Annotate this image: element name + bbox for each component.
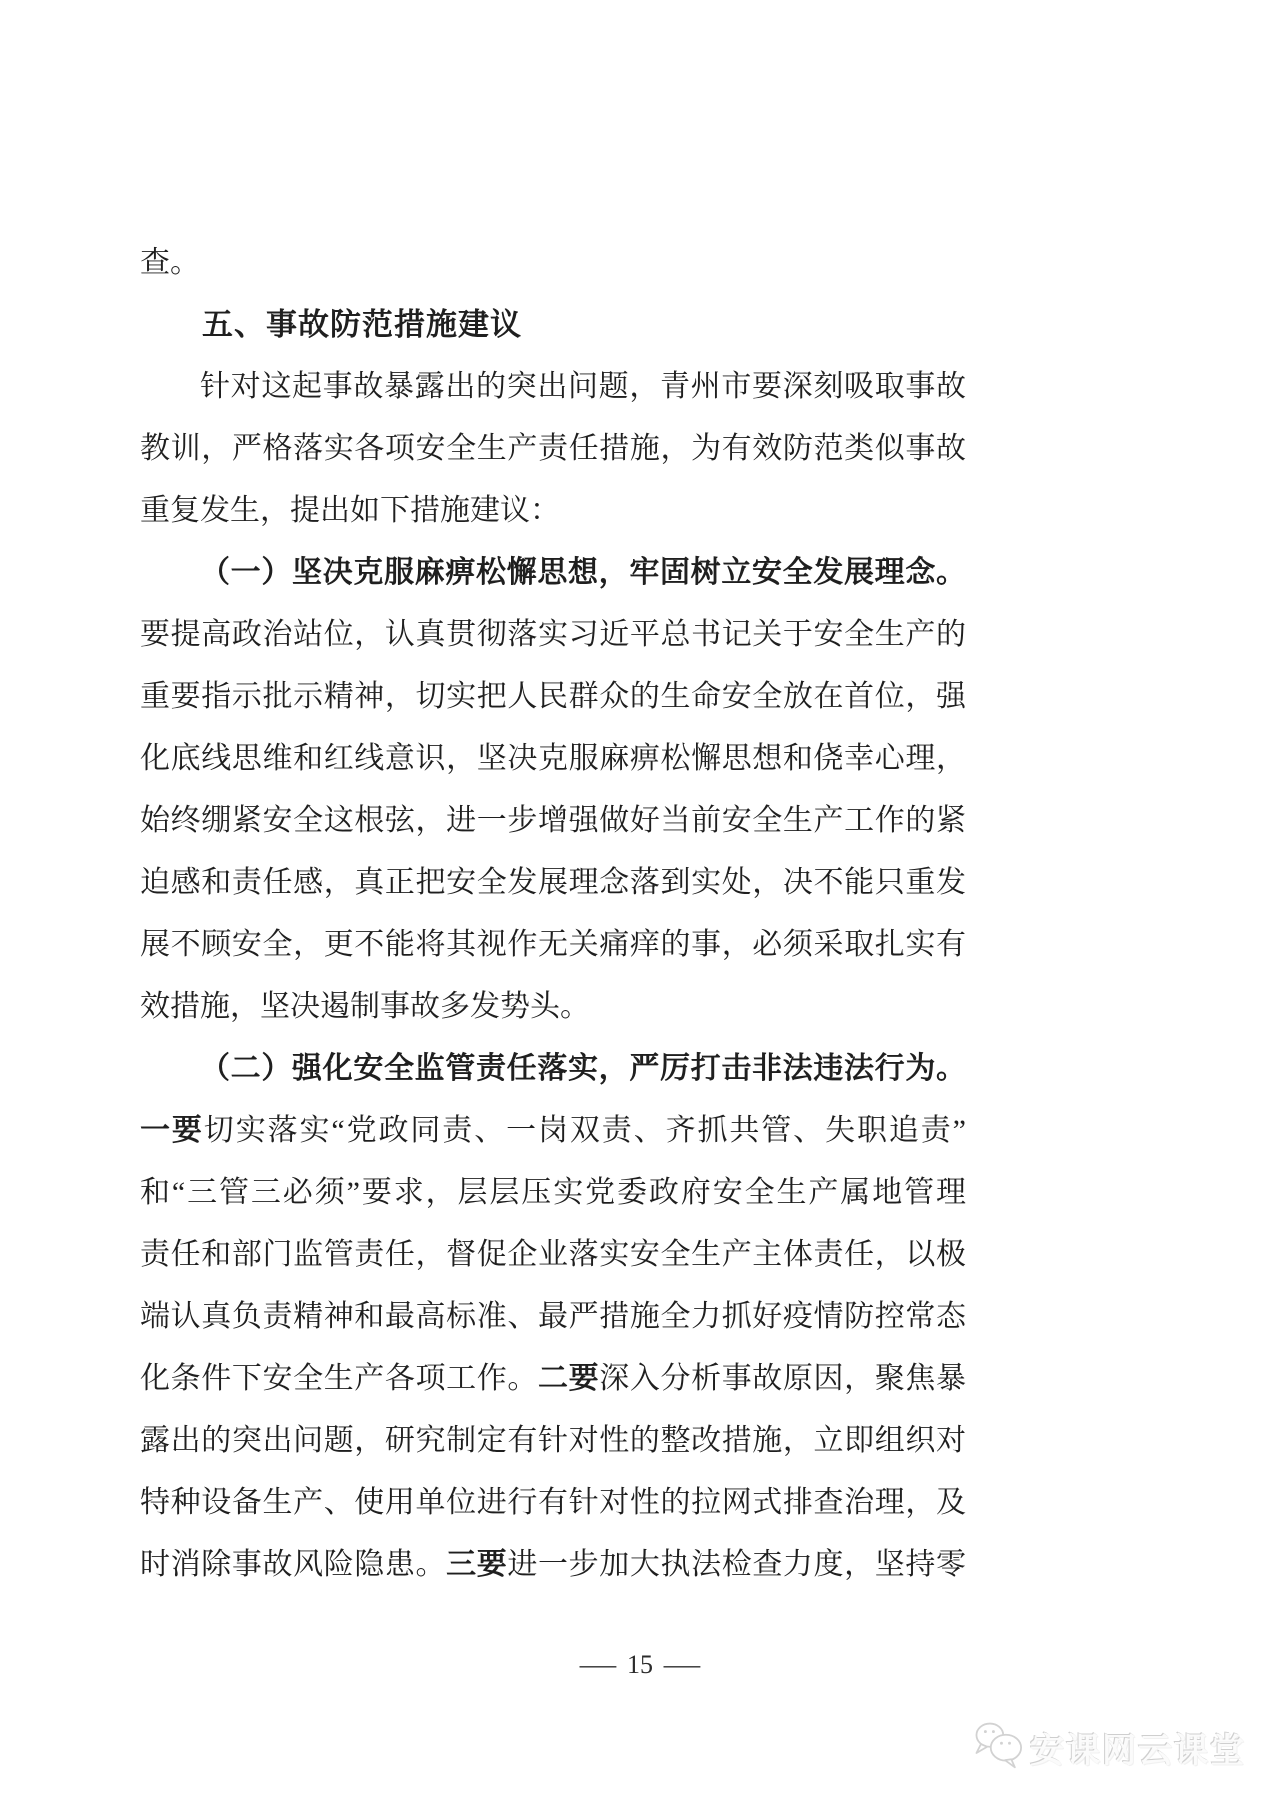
footer-dash-left: — xyxy=(579,1650,617,1679)
brand-watermark xyxy=(968,1720,1246,1775)
body-line: 迫感和责任感，真正把安全发展理念落到实处，决不能只重发 xyxy=(140,866,966,899)
body-line: 特种设备生产、使用单位进行有针对性的拉网式排查治理，及 xyxy=(140,1486,966,1519)
body-line: 教训，严格落实各项安全生产责任措施，为有效防范类似事故 xyxy=(140,432,966,465)
page-number: 15 xyxy=(627,1650,653,1679)
text-run: 进一步加大执法检查力度，坚持零 xyxy=(507,1548,967,1581)
body-line: 重复发生，提出如下措施建议： xyxy=(140,494,560,527)
subsection-1-heading: （一）坚决克服麻痹松懈思想，牢固树立安全发展理念。 xyxy=(200,556,966,589)
body-line: 露出的突出问题，研究制定有针对性的整改措施，立即组织对 xyxy=(140,1424,966,1457)
emphasis-run: 二要 xyxy=(538,1362,600,1395)
body-line: 效措施，坚决遏制事故多发势头。 xyxy=(140,990,590,1023)
emphasis-run: 三要 xyxy=(446,1548,508,1581)
body-line xyxy=(140,1348,966,1410)
body-line: 要提高政治站位，认真贯彻落实习近平总书记关于安全生产的 xyxy=(140,618,966,651)
watermark-text: 安课网云课堂 xyxy=(1030,1732,1246,1770)
text-run: 深入分析事故原因，聚焦暴 xyxy=(599,1362,967,1395)
page-footer xyxy=(0,1650,1280,1680)
paragraph-continuation-line: 查。 xyxy=(140,246,200,279)
text-run: 切实落实“党政同责、一岗双责、齐抓共管、失职追责” xyxy=(203,1114,966,1147)
document-body xyxy=(140,232,966,1596)
subsection-2-heading: （二）强化安全监管责任落实，严厉打击非法违法行为。 xyxy=(200,1052,966,1085)
body-line xyxy=(140,1534,966,1596)
body-line: 针对这起事故暴露出的突出问题，青州市要深刻吸取事故 xyxy=(200,370,966,403)
section-5-heading: 五、事故防范措施建议 xyxy=(202,307,522,342)
body-line: 展不顾安全，更不能将其视作无关痛痒的事，必须采取扎实有 xyxy=(140,928,966,961)
body-line: 和“三管三必须”要求，层层压实党委政府安全生产属地管理 xyxy=(140,1176,966,1209)
body-line: 责任和部门监管责任，督促企业落实安全生产主体责任，以极 xyxy=(140,1238,966,1271)
text-run: 化条件下安全生产各项工作。 xyxy=(140,1362,538,1395)
body-line: 重要指示批示精神，切实把人民群众的生命安全放在首位，强 xyxy=(140,680,966,713)
body-line xyxy=(140,1100,966,1162)
body-line: 始终绷紧安全这根弦，进一步增强做好当前安全生产工作的紧 xyxy=(140,804,966,837)
footer-dash-right: — xyxy=(663,1650,701,1679)
body-line: 化底线思维和红线意识，坚决克服麻痹松懈思想和侥幸心理， xyxy=(140,742,966,775)
body-line: 端认真负责精神和最高标准、最严措施全力抓好疫情防控常态 xyxy=(140,1300,966,1333)
emphasis-run: 一要 xyxy=(140,1114,204,1147)
chat-bubbles-icon xyxy=(968,1720,1026,1775)
text-run: 时消除事故风险隐患。 xyxy=(140,1548,447,1581)
